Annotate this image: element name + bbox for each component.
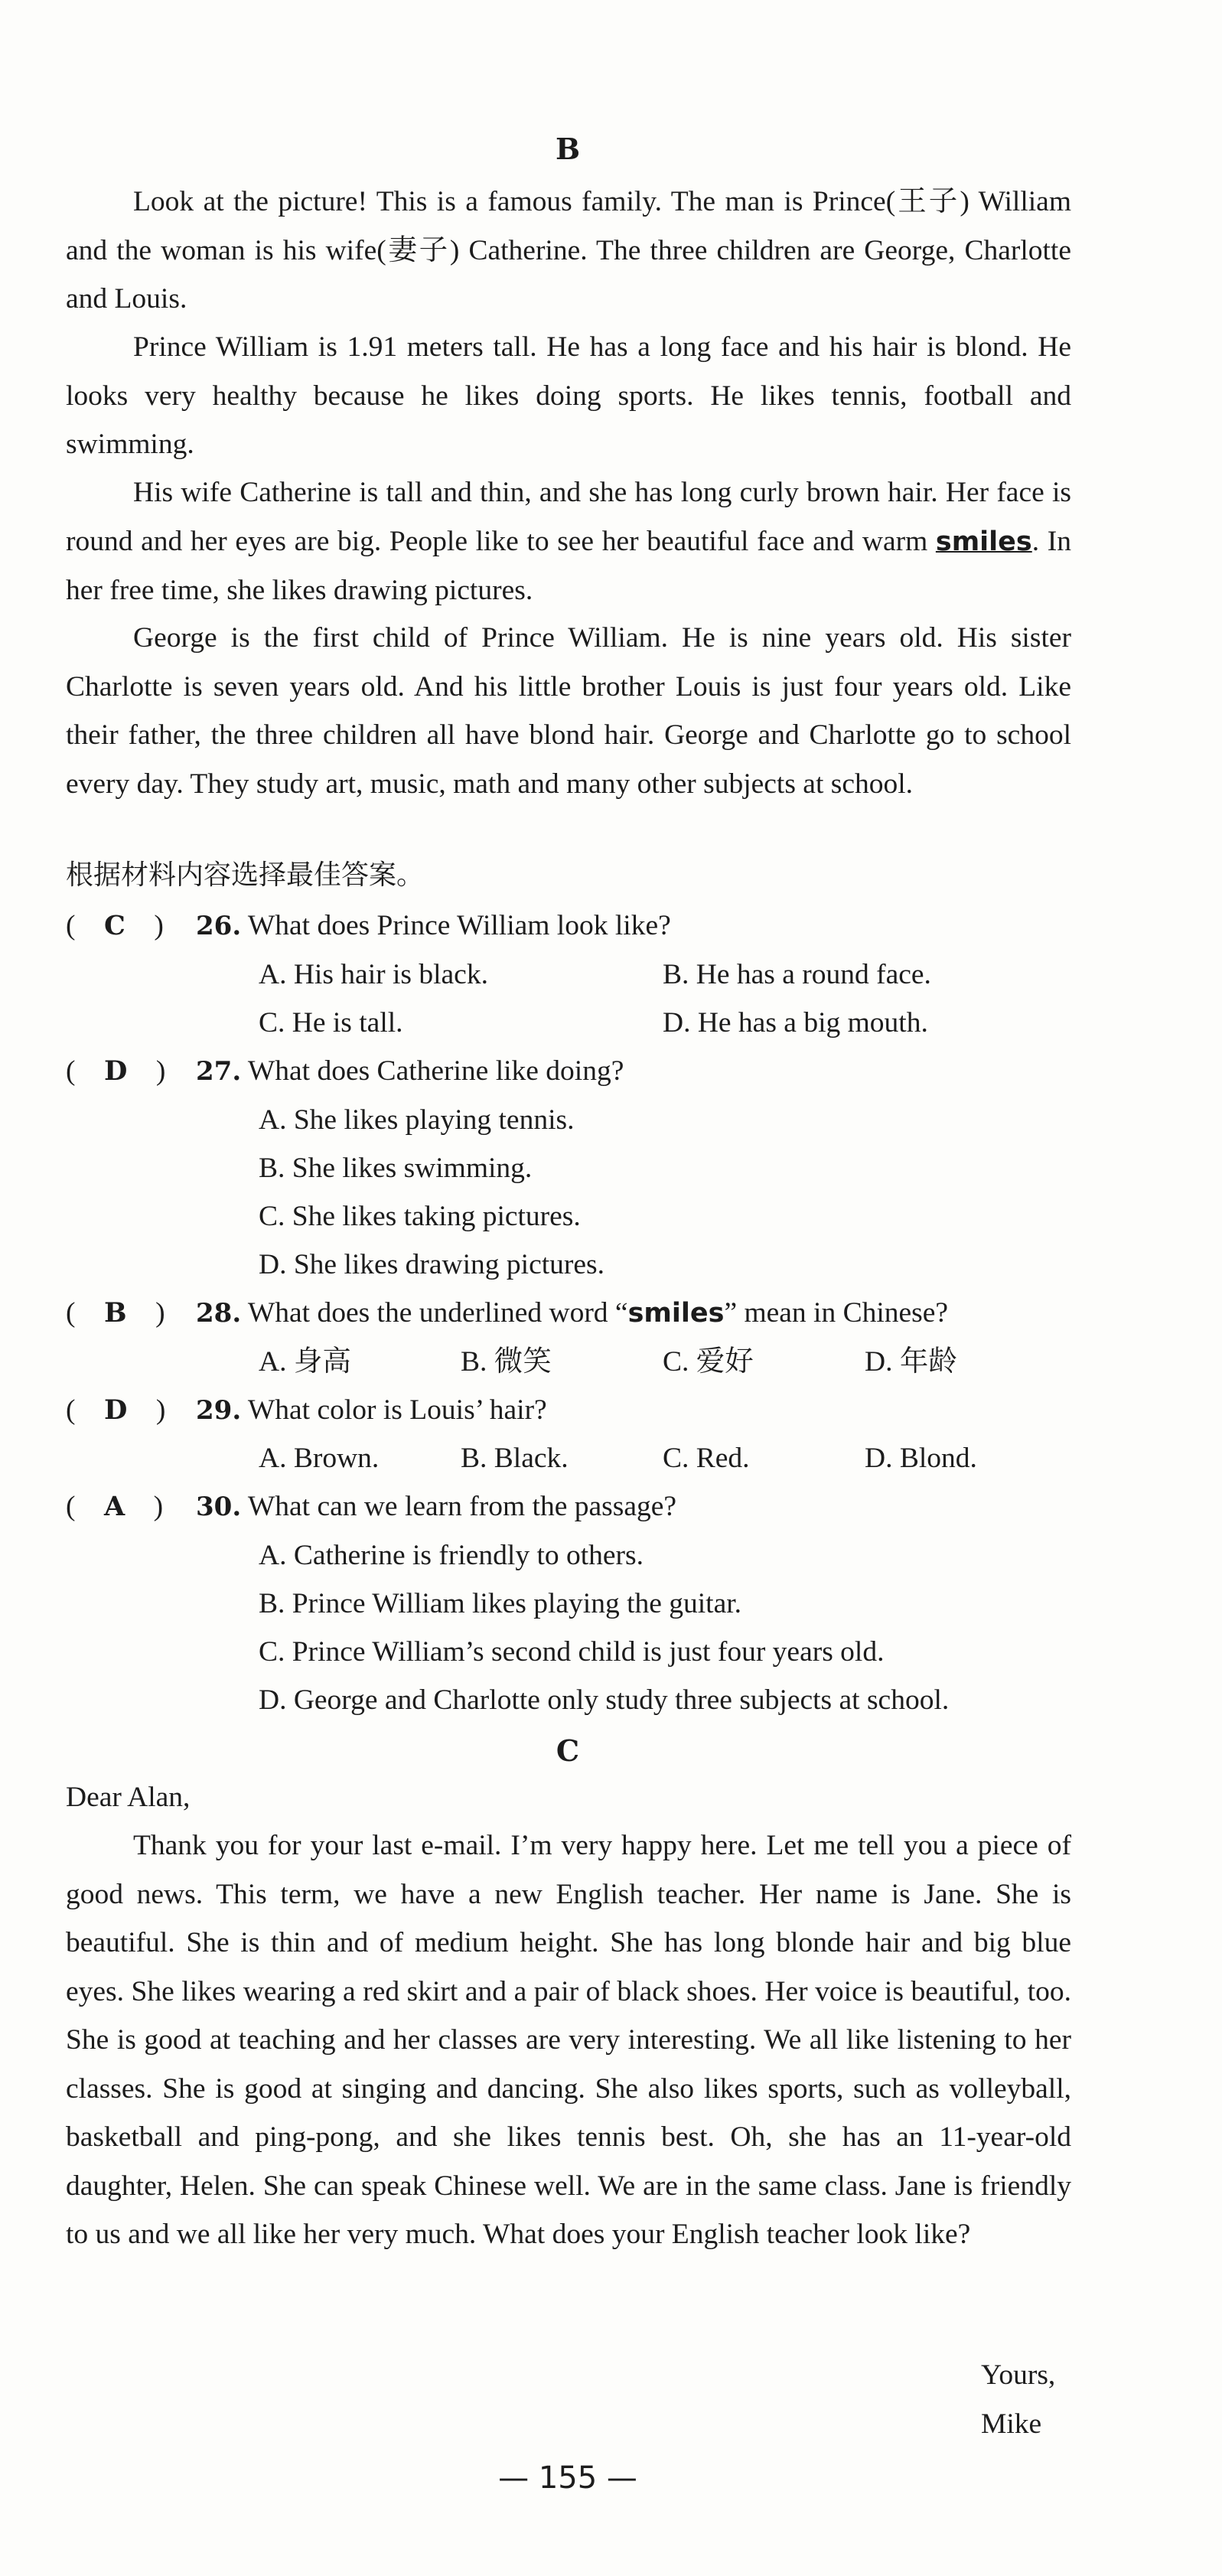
question-number-29: 29. — [196, 1395, 242, 1426]
paragraph-3-text-after: . In her free time, she likes drawing pictures. — [66, 525, 1071, 606]
option-29-b: B. Black. — [461, 1443, 569, 1474]
option-26-b: B. He has a round face. — [663, 959, 931, 990]
question-number-28: 28. — [196, 1298, 242, 1329]
option-28-d: D. 年龄 — [865, 1346, 957, 1378]
option-29-c: C. Red. — [663, 1443, 750, 1474]
option-28-a: A. 身高 — [259, 1346, 351, 1378]
option-30-c: C. Prince William’s second child is just four years old. — [259, 1636, 885, 1668]
instruction: 根据材料内容选择最佳答案。 — [66, 859, 425, 891]
question-number-27: 27. — [196, 1056, 242, 1087]
answer-28: B — [104, 1297, 127, 1329]
question-number-26: 26. — [196, 911, 242, 941]
section-b-paragraph-2: Prince William is 1.91 meters tall. He has a long face and his hair is blond. He looks very healthy because he likes doing sports. He likes tennis, football and swimming. — [66, 331, 1071, 460]
option-29-a: A. Brown. — [259, 1443, 380, 1474]
question-text-30: What can we learn from the passage? — [247, 1491, 676, 1522]
option-28-b: B. 微笑 — [461, 1346, 552, 1378]
option-27-b: B. She likes swimming. — [259, 1153, 533, 1184]
question-30 — [196, 1490, 676, 1524]
question-text-27: What does Catherine like doing? — [247, 1055, 624, 1087]
letter-body: Thank you for your last e-mail. I’m very happy here. Let me tell you a piece of good news. This term, we have a new English teacher. Her name is Jane. She is beautiful. She is thin and of medium height. She has long blonde hair and big blue eyes. She likes wearing a red skirt and a pair of black shoes. Her voice is beautiful, too. She is good at teaching and her classes are very interesting. We all like listening to her classes. She is good at singing and dancing. She also likes sports, such as volleyball, basketball and ping-pong, and she likes tennis best. Oh, she has an 11-year-old daughter, Helen. She can speak Chinese well. We are in the same class. Jane is friendly to us and we all like her very much. What does your English teacher look like? — [66, 1830, 1071, 2250]
answer-bracket-29: ( D ) — [66, 1394, 166, 1426]
answer-29: D — [104, 1394, 128, 1426]
answer-bracket-26: ( C ) — [66, 910, 164, 941]
answer-30: A — [104, 1491, 125, 1522]
question-text-26: What does Prince William look like? — [247, 910, 671, 941]
question-text-29: What color is Louis’ hair? — [247, 1394, 547, 1426]
section-b-paragraph-1: Look at the picture! This is a famous family. The man is Prince(王子) William and the woman is his wife(妻子) Catherine. The three children are George, Charlotte and Louis. — [66, 186, 1071, 315]
answer-27: D — [104, 1055, 128, 1087]
question-29 — [196, 1394, 547, 1427]
answer-bracket-28: ( B ) — [66, 1297, 165, 1329]
question-number-30: 30. — [196, 1492, 242, 1522]
option-26-c: C. He is tall. — [259, 1007, 403, 1039]
question-27 — [196, 1055, 624, 1088]
underlined-word-smiles: smiles — [935, 526, 1032, 557]
option-30-b: B. Prince William likes playing the guitar. — [259, 1588, 742, 1619]
option-27-c: C. She likes taking pictures. — [259, 1201, 581, 1232]
section-b-heading: B — [555, 132, 581, 166]
option-28-c: C. 爱好 — [663, 1346, 754, 1378]
letter-closing: Yours, — [981, 2359, 1056, 2391]
section-c-heading: C — [556, 1733, 580, 1768]
option-30-d: D. George and Charlotte only study three subjects at school. — [259, 1684, 950, 1716]
option-27-a: A. She likes playing tennis. — [259, 1104, 575, 1136]
answer-bracket-30: ( A ) — [66, 1491, 164, 1522]
option-29-d: D. Blond. — [865, 1443, 977, 1474]
page-number: — 155 — — [498, 2460, 637, 2496]
answer-bracket-27: ( D ) — [66, 1055, 166, 1087]
letter-signature: Mike — [981, 2408, 1042, 2440]
section-b-paragraph-3 — [66, 468, 1071, 615]
option-26-a: A. His hair is black. — [259, 959, 488, 990]
question-26 — [196, 909, 671, 943]
answer-26: C — [104, 910, 125, 941]
question-28-word: smiles — [627, 1298, 725, 1329]
option-26-d: D. He has a big mouth. — [663, 1007, 928, 1039]
section-b-paragraph-4: George is the first child of Prince William. He is nine years old. His sister Charlotte is seven years old. And his little brother Louis is just four years old. Like their father, the three children all have blond hair. George and Charlotte go to school every day. They study art, music, math and many other subjects at school. — [66, 622, 1071, 800]
question-28 — [196, 1296, 948, 1330]
question-text-28-before: What does the underlined word “ — [247, 1297, 628, 1329]
option-30-a: A. Catherine is friendly to others. — [259, 1540, 644, 1571]
letter-greeting: Dear Alan, — [66, 1782, 191, 1813]
question-text-28-after: ” mean in Chinese? — [724, 1297, 949, 1329]
option-27-d: D. She likes drawing pictures. — [259, 1249, 604, 1280]
paragraph-3-text-before: His wife Catherine is tall and thin, and she has long curly brown hair. Her face is round and her eyes are big. People like to see her beautiful face and warm — [66, 477, 1071, 557]
